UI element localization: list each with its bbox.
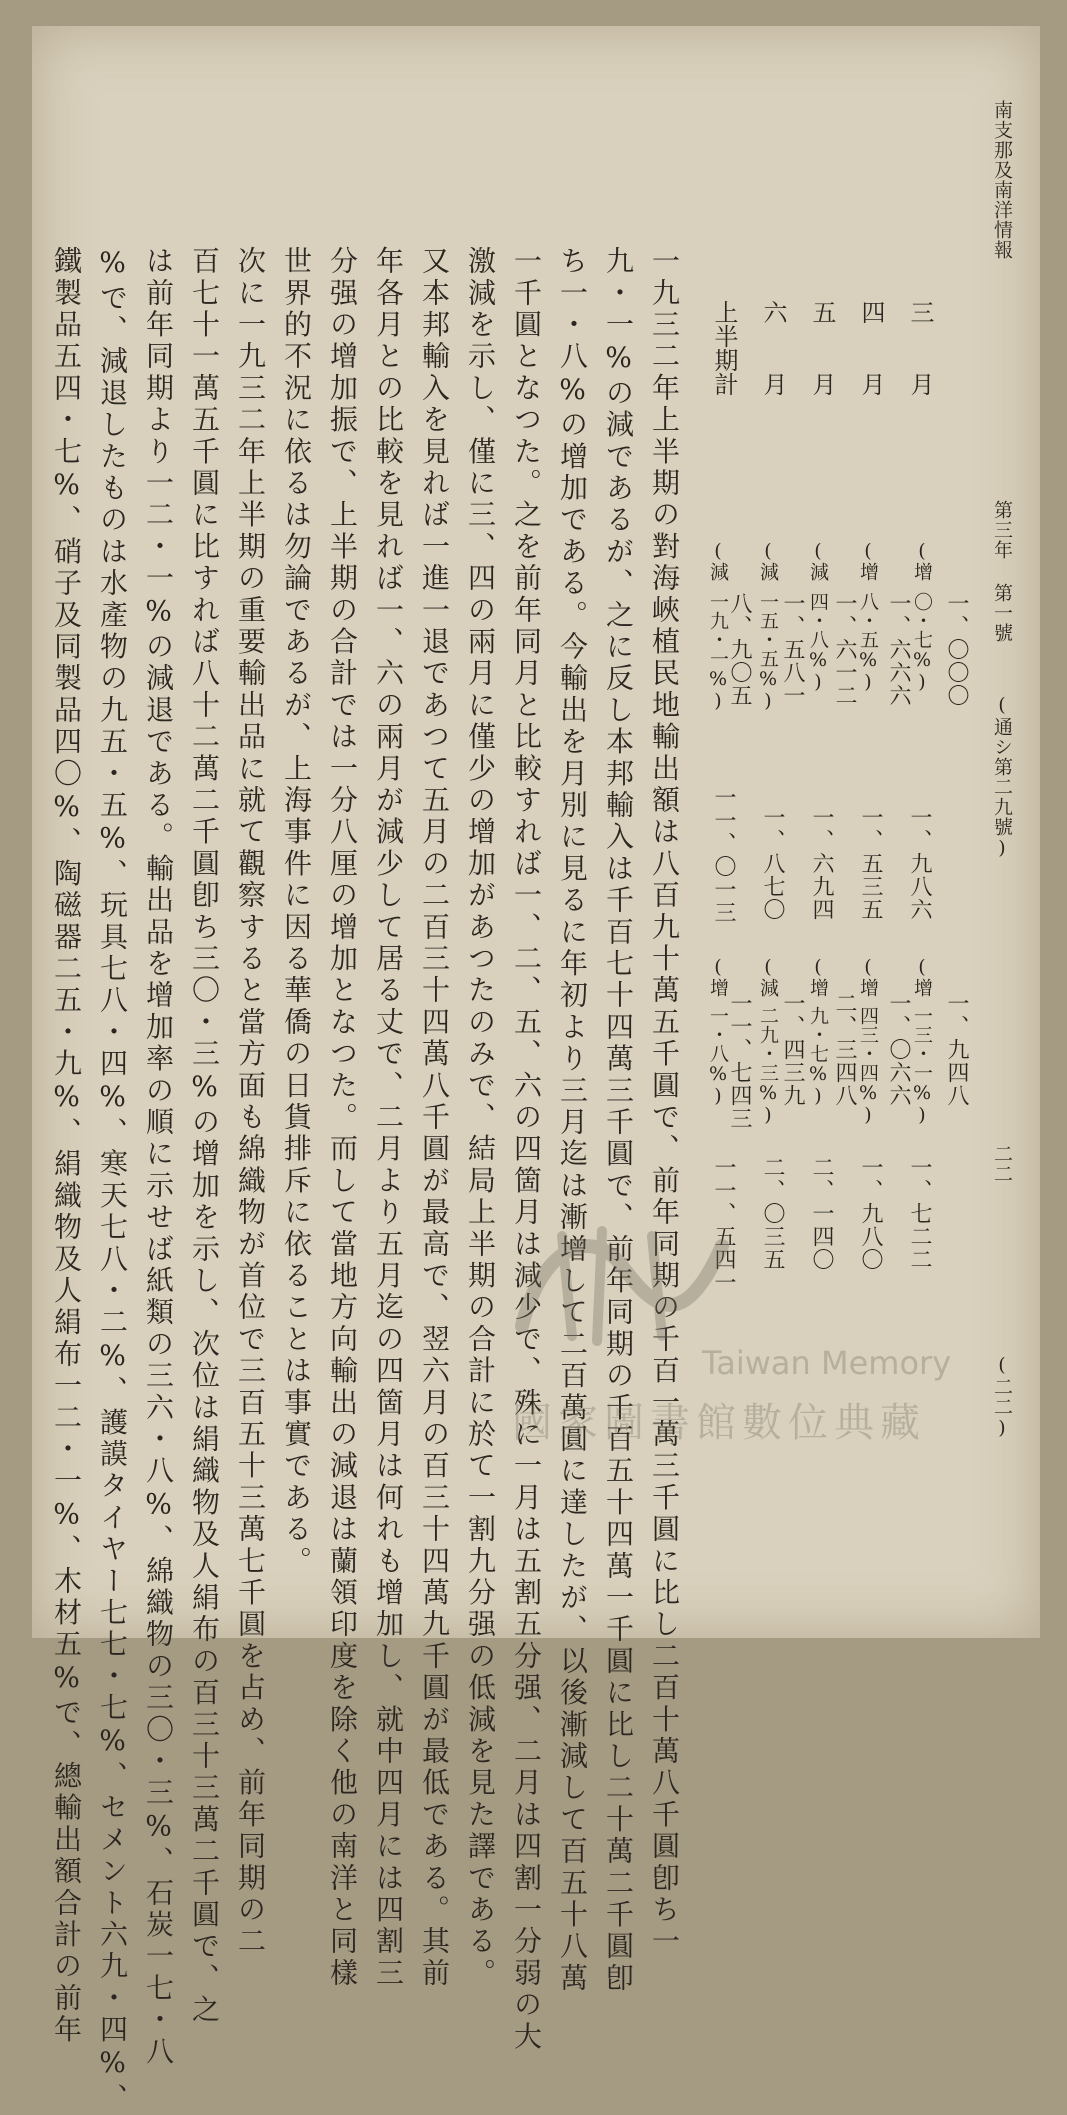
- table-cell-export-value: 一、〇〇〇: [944, 592, 969, 707]
- body-line: 九・一%の減であるが、之に反し本邦輸入は千百七十四萬三千圓で、前年同期の千百五十四萬一千圓に比し二十萬二千圓卽: [602, 246, 635, 1995]
- table-cell-import-change-pct: 一・八%): [707, 1006, 729, 1107]
- body-line: ち一・八%の增加である。今輸出を月別に見るに年初より三月迄は漸增して二百萬圓に達したが、以後漸減して百五十八萬: [556, 246, 589, 1995]
- table-cell-prev-export: 一、九八六: [907, 806, 932, 921]
- body-line: 一九三二年上半期の對海峽植民地輸出額は八百九十萬五千圓で、前年同期の千百一萬三千圓に比し二百十萬八千圓卽ち一: [648, 246, 681, 1958]
- body-line: 又本邦輸入を見れば一進一退であつて五月の二百三十四萬八千圓が最高で、翌六月の百三十四萬九千圓が最低である。其前: [418, 246, 451, 1990]
- body-line: %で、減退したものは水產物の九五・五%、玩具七八・四%、寒天七八・二%、護謨タイヤー七七・七%、セメント六九・四%、: [96, 246, 129, 2115]
- table-cell-import-value: 一一、七四三: [727, 992, 752, 1130]
- table-cell-prev-import: 一、九八〇: [858, 1156, 883, 1271]
- table-cell-prev-export: 一一、〇一三: [711, 786, 736, 924]
- table-cell-import-change-pct: 一三・一%): [911, 1006, 933, 1126]
- body-line: 分强の增加振で、上半期の合計では一分八厘の增加となつた。而して當地方向輸出の減退は蘭領印度を除く他の南洋と同樣: [326, 246, 359, 1990]
- table-cell-import-change: (減: [757, 956, 779, 997]
- table-cell-prev-import: 二、〇三五: [760, 1156, 785, 1271]
- header-journal-title: 南支那及南洋情報: [991, 100, 1013, 260]
- table-cell-export-change-pct: 八・五%): [857, 592, 879, 693]
- table-cell-export-change: (減: [707, 540, 729, 581]
- table-cell-export-change: (增: [911, 540, 933, 581]
- table-cell-import-change: (增: [807, 956, 829, 997]
- table-cell-import-change-pct: 九・七%): [807, 1006, 829, 1107]
- table-cell-import-change-pct: 二九・三%): [757, 1006, 779, 1126]
- body-line: は前年同期より一二・一%の減退である。輸出品を增加率の順に示せば紙類の三六・八%、綿織物の三〇・三%、石炭一七・八: [142, 246, 175, 2068]
- table-cell-prev-export: 一、六九四: [809, 806, 834, 921]
- table-cell-prev-export: 一、八七〇: [760, 806, 785, 921]
- header-issue: 第三年 第一號: [991, 500, 1013, 643]
- table-cell-prev-import: 二、一四〇: [809, 1156, 834, 1271]
- table-cell-export-change-pct: 一五・五%): [757, 592, 779, 712]
- table-cell-import-value: 二、三四八: [832, 992, 857, 1107]
- body-line: 一千圓となつた。之を前年同月と比較すれば一、二、五、六の四箇月は減少で、殊に一月は五割五分强、二月は四割一分弱の大: [510, 246, 543, 2053]
- body-line: 百七十一萬五千圓に比すれば八十二萬二千圓卽ち三〇・三%の增加を示し、次位は絹織物及人絹布の百三十三萬二千圓で、之: [188, 246, 221, 2027]
- watermark-chinese: 國家圖書館數位典藏: [512, 1400, 926, 1446]
- body-line: 次に一九三二年上半期の重要輸出品に就て觀察すると當方面も綿織物が首位で三百五十三萬七千圓を占め、前年同期の二: [234, 246, 267, 1958]
- table-row-month: 五 月: [808, 300, 836, 396]
- table-row-total: 上半期計: [710, 300, 738, 396]
- table-cell-import-change: (增: [857, 956, 879, 997]
- table-cell-export-change: (減: [757, 540, 779, 581]
- table-cell-import-change: (增: [911, 956, 933, 997]
- table-cell-export-change: (增: [857, 540, 879, 581]
- body-line: 世界的不況に依るは勿論であるが、上海事件に因る華僑の日貨排斥に依ることは事實である。: [280, 246, 313, 1578]
- table-cell-prev-import: 一一、五四一: [711, 1156, 736, 1294]
- table-row-month: 四 月: [857, 300, 885, 396]
- table-cell-prev-export: 一、五三五: [858, 806, 883, 921]
- table-row-month: 六 月: [759, 300, 787, 396]
- table-cell-import-change: (增: [707, 956, 729, 997]
- table-cell-import-change-pct: 四三・四%): [857, 1006, 879, 1126]
- table-row-month: 三 月: [906, 300, 934, 396]
- document-page: [32, 26, 1040, 2115]
- body-line: 年各月との比較を見れば一、六の兩月が減少して居る丈で、二月より五月迄の四箇月は何れも增加し、就中四月には四割三: [372, 246, 405, 1990]
- table-cell-prev-import: 一、七二二: [907, 1156, 932, 1271]
- header-page-number: 二二: [991, 1144, 1013, 1184]
- table-cell-export-change: (減: [807, 540, 829, 581]
- table-cell-import-value: 一、九四八: [944, 992, 969, 1107]
- header-page-number-paren: (二二): [991, 1354, 1013, 1440]
- table-cell-export-change-pct: 〇・七%): [911, 592, 933, 693]
- table-cell-export-value: 一、五八一: [780, 592, 805, 707]
- header-cumulative-number: (通シ第二九號): [991, 694, 1013, 860]
- table-cell-import-value: 一、〇六六: [886, 992, 911, 1107]
- body-line: 激減を示し、僅に三、四の兩月に僅少の增加があつたのみで、結局上半期の合計に於て一割九分强の低減を見た譯である。: [464, 246, 497, 1990]
- table-cell-export-value: 一、六六六: [886, 592, 911, 707]
- body-line: 鐵製品五四・七%、硝子及同製品四〇%、陶磁器二五・九%、絹織物及人絹布一二・一%、木材五%で、總輸出額合計の前年: [50, 246, 83, 2047]
- table-cell-import-value: 一、四三九: [780, 992, 805, 1107]
- watermark-english: Taiwan Memory: [702, 1344, 952, 1382]
- table-cell-export-change-pct: 四・八%): [807, 592, 829, 693]
- table-cell-export-change-pct: 一九・一%): [707, 592, 729, 712]
- table-cell-export-value: 八、九〇五: [727, 592, 752, 707]
- table-cell-export-value: 一、六一二: [832, 592, 857, 707]
